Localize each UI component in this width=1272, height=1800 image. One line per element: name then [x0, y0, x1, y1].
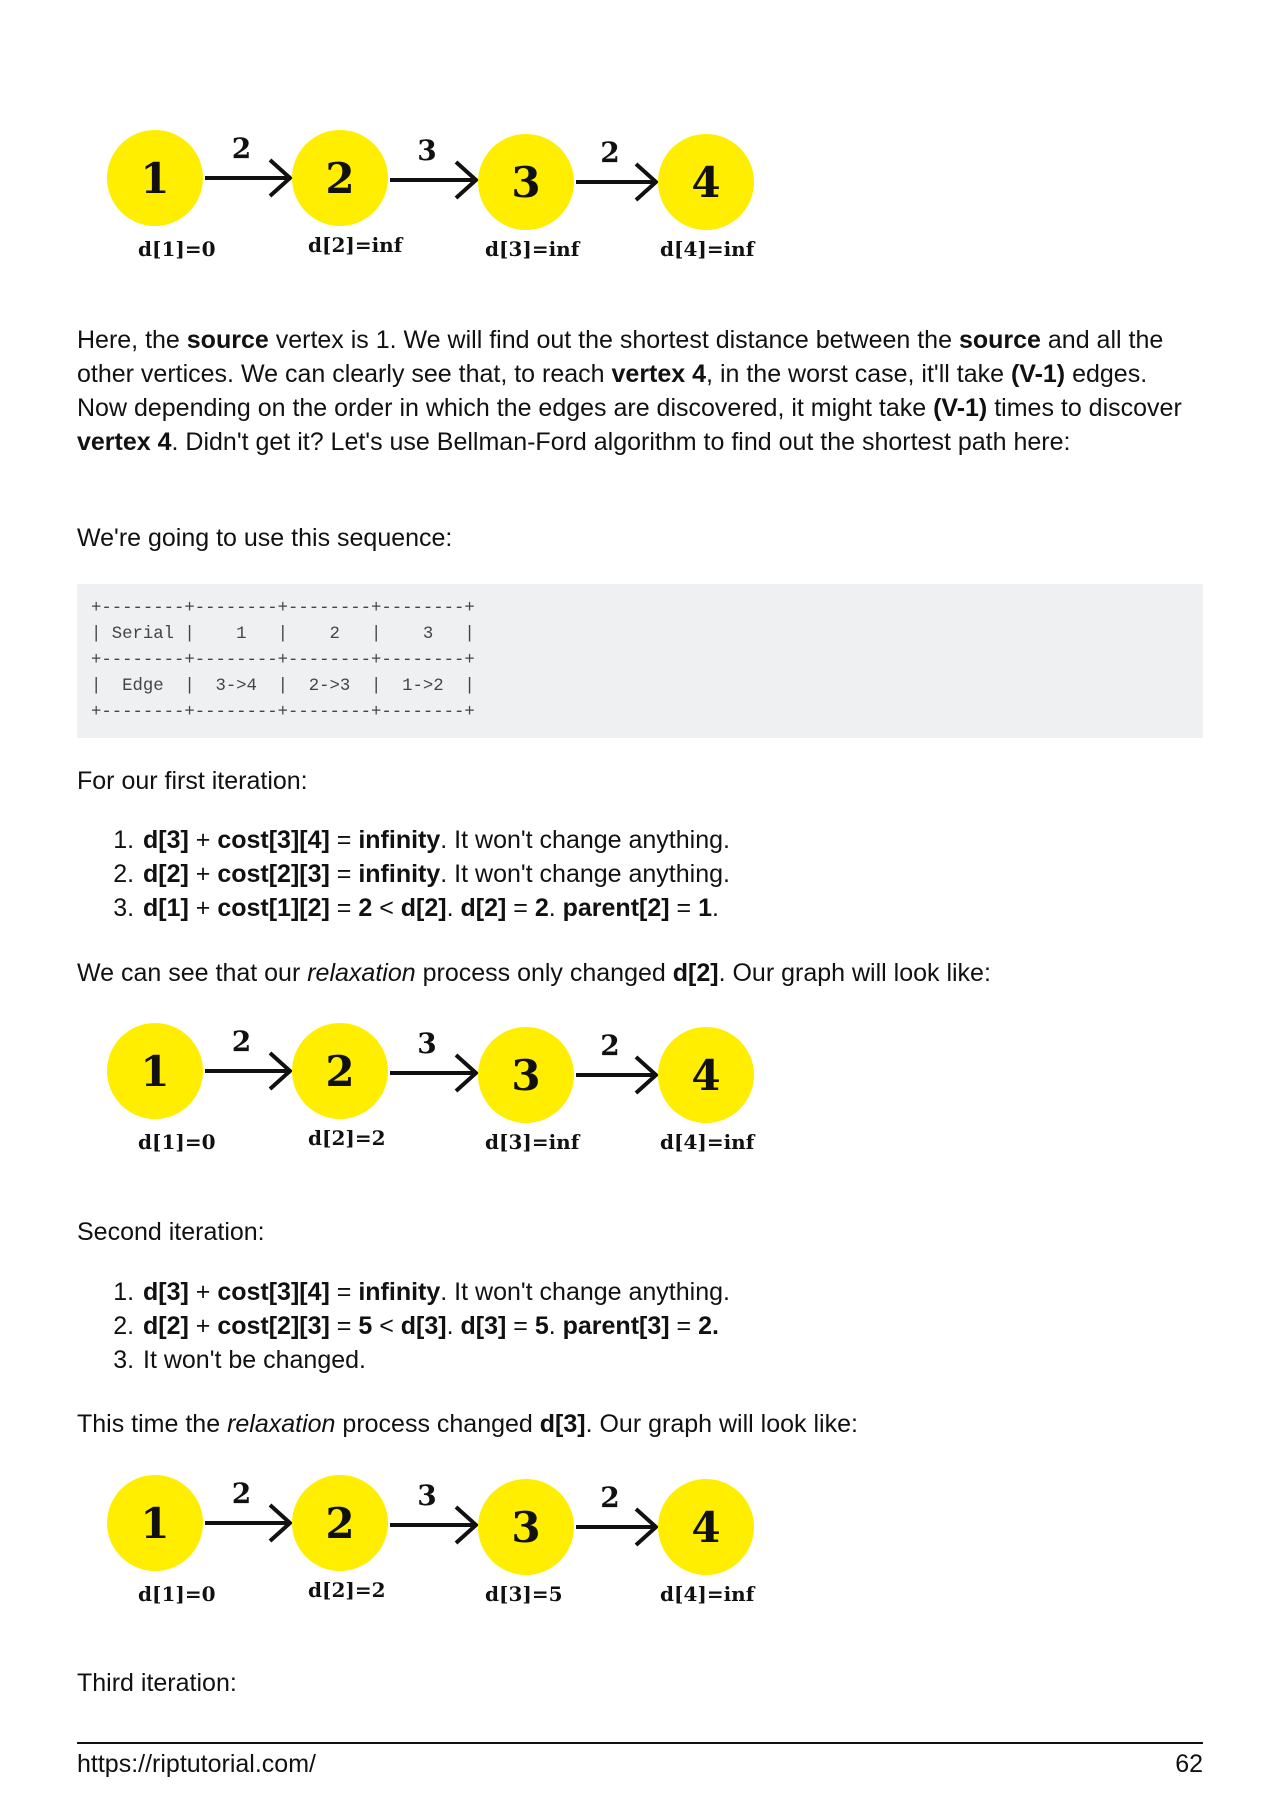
footer-divider: [77, 1742, 1203, 1744]
list-item: 2. d[2] + cost[2][3] = 5 < d[3]. d[3] = 5. parent[3] = 2.: [141, 1309, 730, 1343]
first-iteration-summary: We can see that our relaxation process only changed d[2]. Our graph will look like:: [77, 959, 991, 987]
edge-weight: 2: [600, 1029, 620, 1062]
distance-label: d[2]=inf: [308, 233, 403, 257]
sequence-table-code-block: [77, 584, 1203, 738]
list-item: 1. d[3] + cost[3][4] = infinity. It won't change anything.: [141, 1275, 730, 1309]
edge-arrow: [576, 1057, 656, 1093]
graph-after-second-iteration: [90, 1455, 770, 1615]
distance-label: d[4]=inf: [660, 1130, 755, 1154]
distance-label: d[1]=0: [138, 237, 216, 261]
intro-paragraph: Here, the source vertex is 1. We will find out the shortest distance between the source and all the other vertices. We can clearly see that, to reach vertex 4, in the worst case, it'll take (V-1) edges. Now depending on the order in which the edges are discovered, it might take (V-1) times to discover vertex 4. Didn't get it? Let's use Bellman-Ford algorithm to find out the shortest path here:: [77, 326, 1182, 456]
vertex-label: 3: [511, 158, 541, 207]
second-iteration-heading: Second iteration:: [77, 1218, 265, 1246]
vertex-label: 4: [691, 1051, 721, 1100]
edge-arrow: [205, 160, 290, 196]
distance-label: d[4]=inf: [660, 237, 755, 261]
vertex-label: 3: [511, 1051, 541, 1100]
list-item: 3. d[1] + cost[1][2] = 2 < d[2]. d[2] = 2. parent[2] = 1.: [141, 891, 730, 925]
third-iteration-heading: Third iteration:: [77, 1669, 237, 1697]
edge-arrow: [576, 1509, 656, 1545]
second-iteration-summary: This time the relaxation process changed d[3]. Our graph will look like:: [77, 1410, 858, 1438]
first-iteration-heading: For our first iteration:: [77, 767, 308, 795]
sequence-table: +--------+--------+--------+--------+ | Serial | 1 | 2 | 3 | +--------+--------+--------+--------+ | Edge | 3->4 | 2->3 | 1->2 | +--------+--------+--------+--------+: [91, 599, 475, 722]
second-iteration-steps: [77, 1275, 730, 1377]
vertex-label: 3: [511, 1503, 541, 1552]
edge-weight: 2: [231, 1025, 252, 1058]
edge-arrow: [390, 1055, 476, 1091]
graph-svg: [90, 110, 770, 270]
vertex-label: 4: [691, 1503, 721, 1552]
first-iteration-steps: [77, 823, 730, 925]
edge-weight: 2: [600, 136, 620, 169]
edge-arrow: [576, 164, 656, 200]
list-item: 3. It won't be changed.: [141, 1343, 730, 1377]
graph-initial: [90, 110, 770, 270]
vertex-label: 2: [325, 154, 355, 203]
distance-label: d[1]=0: [138, 1130, 216, 1154]
distance-label: d[2]=2: [308, 1578, 386, 1602]
edge-arrow: [390, 162, 476, 198]
edge-weight: 2: [231, 1477, 252, 1510]
edge-weight: 2: [600, 1481, 620, 1514]
list-item: 2. d[2] + cost[2][3] = infinity. It won't change anything.: [141, 857, 730, 891]
vertex-label: 1: [140, 154, 170, 203]
edge-weight: 3: [417, 1027, 437, 1060]
vertex-label: 4: [691, 158, 721, 207]
footer-url[interactable]: https://riptutorial.com/: [77, 1750, 316, 1778]
edge-weight: 3: [417, 134, 437, 167]
graph-after-first-iteration: [90, 1003, 770, 1163]
distance-label: d[1]=0: [138, 1582, 216, 1606]
page-number: 62: [1175, 1750, 1203, 1778]
edge-weight: 2: [231, 132, 252, 165]
distance-label: d[4]=inf: [660, 1582, 755, 1606]
distance-label: d[3]=inf: [485, 1130, 580, 1154]
list-item: 1. d[3] + cost[3][4] = infinity. It won't change anything.: [141, 823, 730, 857]
graph-svg: [90, 1003, 770, 1163]
vertex-label: 1: [140, 1499, 170, 1548]
distance-label: d[3]=5: [485, 1582, 563, 1606]
edge-arrow: [390, 1507, 476, 1543]
sequence-intro: We're going to use this sequence:: [77, 524, 453, 552]
vertex-label: 2: [325, 1047, 355, 1096]
distance-label: d[2]=2: [308, 1126, 386, 1150]
vertex-label: 1: [140, 1047, 170, 1096]
graph-svg: [90, 1455, 770, 1615]
vertex-label: 2: [325, 1499, 355, 1548]
distance-label: d[3]=inf: [485, 237, 580, 261]
edge-weight: 3: [417, 1479, 437, 1512]
edge-arrow: [205, 1053, 290, 1089]
edge-arrow: [205, 1505, 290, 1541]
